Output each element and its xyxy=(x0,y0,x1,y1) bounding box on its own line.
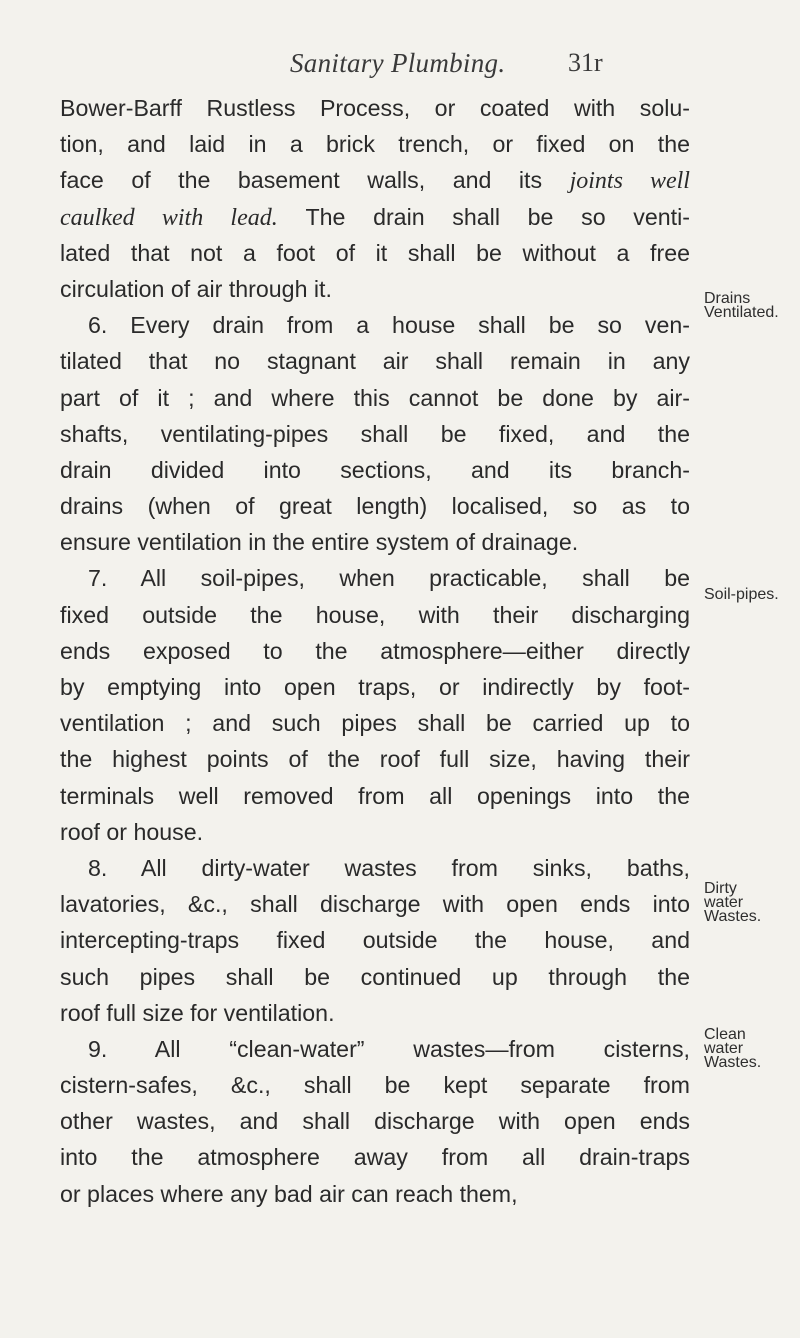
side-note-drains-ventilated xyxy=(704,292,800,320)
text-line: 6. Every drain from a house shall be so ven- xyxy=(88,312,690,339)
text-line: 7. All soil-pipes, when practicable, shall be xyxy=(88,565,690,592)
italic-phrase: caulked with lead. xyxy=(60,204,278,231)
text-line: other wastes, and shall discharge with open ends xyxy=(60,1108,690,1135)
text-line: drain divided into sections, and its branch- xyxy=(60,456,690,483)
text-line: ensure ventilation in the entire system of drainage. xyxy=(60,529,579,556)
side-note-line: Ventilated. xyxy=(704,304,779,321)
text-line xyxy=(60,162,690,198)
page-number: 31r xyxy=(568,48,603,77)
text-line: lavatories, &c., shall discharge with open ends into xyxy=(60,891,690,918)
text-line: roof or house. xyxy=(60,818,204,845)
italic-phrase: joints well xyxy=(569,168,690,195)
side-note-line: Clean xyxy=(704,1026,746,1043)
text-line: into the atmosphere away from all drain-traps xyxy=(60,1144,690,1171)
side-note-line: water xyxy=(704,894,744,911)
side-note-line: Drains xyxy=(704,290,751,307)
text-line: by emptying into open traps, or indirectly by foot- xyxy=(60,674,690,700)
side-note-soil-pipes xyxy=(704,588,800,602)
text-line: or places where any bad air can reach them, xyxy=(60,1180,518,1207)
text-line: part of it ; and where this cannot be done by air- xyxy=(60,384,690,411)
side-note-clean-water-wastes xyxy=(704,1028,800,1070)
side-note-line: Dirty xyxy=(704,880,737,897)
text-line: Bower-Barff Rustless Process, or coated with solu- xyxy=(60,95,690,121)
text-line: terminals well removed from all openings into the xyxy=(60,782,690,809)
side-note-line: Wastes. xyxy=(704,908,762,925)
text-line: 8. All dirty-water wastes from sinks, baths, xyxy=(88,854,690,881)
text-line: ventilation ; and such pipes shall be carried up to xyxy=(60,710,690,737)
text-line: lated that not a foot of it shall be without a free xyxy=(60,239,690,266)
text-segment: face of the basement walls, and its xyxy=(60,167,543,194)
text-line: the highest points of the roof full size, having their xyxy=(60,746,690,773)
side-note-line: water xyxy=(704,1040,744,1057)
body-text xyxy=(60,90,690,1212)
text-line: tilated that no stagnant air shall remain in any xyxy=(60,348,690,375)
text-line: tion, and laid in a brick trench, or fixed on the xyxy=(60,131,690,158)
side-note-line: Wastes. xyxy=(704,1054,762,1071)
text-line: shafts, ventilating-pipes shall be fixed, and the xyxy=(60,420,690,447)
page-header xyxy=(0,48,800,88)
text-line: roof full size for ventilation. xyxy=(60,999,335,1026)
text-line: 9. All “clean-water” wastes—from cisterns, xyxy=(88,1035,690,1062)
text-line: circulation of air through it. xyxy=(60,275,332,302)
side-note-line: Soil-pipes. xyxy=(704,586,779,603)
text-line: drains (when of great length) localised, so as to xyxy=(60,493,690,520)
text-line: such pipes shall be continued up through the xyxy=(60,963,690,990)
running-title: Sanitary Plumbing. xyxy=(290,48,506,78)
text-line: ends exposed to the atmosphere—either directly xyxy=(60,637,690,664)
text-segment: The drain shall be so venti- xyxy=(305,203,690,230)
text-line: cistern-safes, &c., shall be kept separate from xyxy=(60,1072,690,1099)
text-line: fixed outside the house, with their discharging xyxy=(60,601,690,628)
text-line xyxy=(60,199,690,235)
text-line: intercepting-traps fixed outside the house, and xyxy=(60,927,690,954)
side-note-dirty-water-wastes xyxy=(704,882,800,924)
